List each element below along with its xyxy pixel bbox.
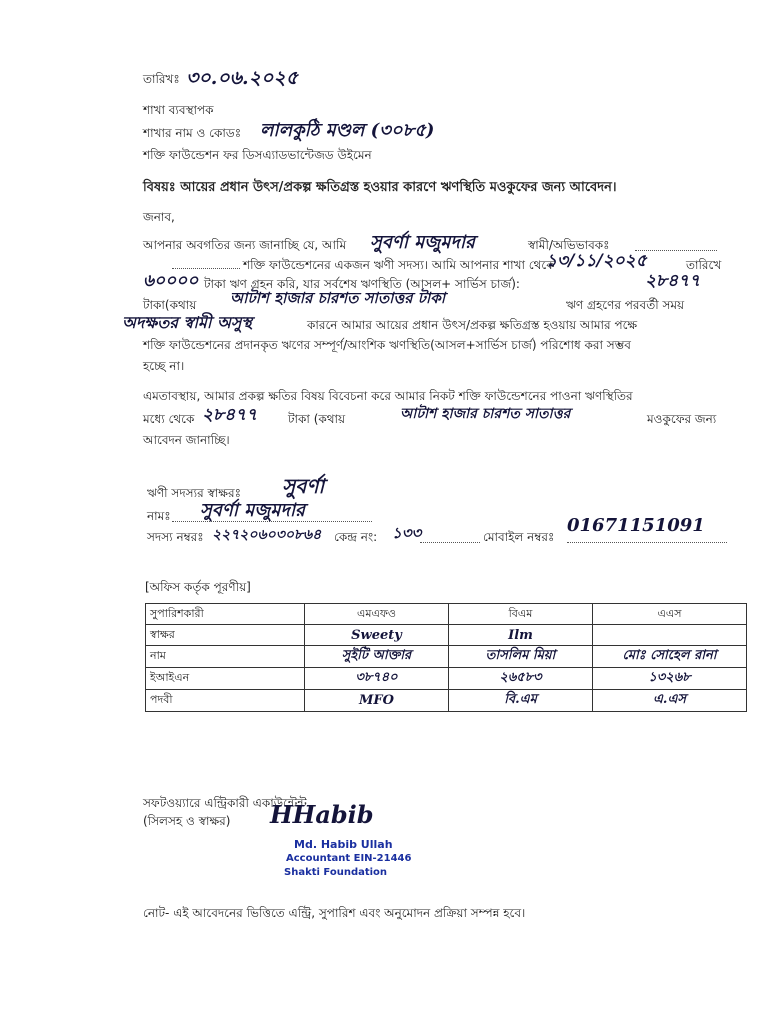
para2-l1: এমতাবস্থায়, আমার প্রকল্প ক্ষতির বিষয় বিবেচনা করে আমার নিকট শক্তি ফাউন্ডেশনের পাওনা ঋণস্থিতির [143, 389, 633, 403]
as-post: এ.এস [593, 690, 747, 712]
org-line: শক্তি ফাউন্ডেশন ফর ডিসএ্যাডভান্টেজড উইমেন [143, 148, 372, 162]
stamp-org: Shakti Foundation [284, 867, 388, 878]
branch-value: লালকুঠি মণ্ডল (৩০৮৫) [260, 120, 435, 141]
stamp-name: Md. Habib Ullah [294, 838, 393, 851]
mobile-label: মোবাইল নম্বরঃ [483, 530, 555, 544]
member-no-label: সদস্য নম্বরঃ [147, 530, 204, 544]
dotted-line [420, 542, 480, 543]
mfo-name: সুইটি আক্তার [305, 646, 449, 668]
accountant-signature: HHabib [270, 800, 374, 829]
para1-l1a: আপনার অবগতির জন্য জানাচ্ছি যে, আমি [143, 238, 347, 252]
para1-l1b: স্বামী/অভিভাবকঃ [528, 238, 610, 252]
para1-l5b: কারনে আমার আয়ের প্রধান উৎস/প্রকল্প ক্ষতিগ্রস্ত হওয়ায় আমার পক্ষে [307, 318, 638, 332]
stamp-title: Accountant EIN-21446 [286, 853, 412, 864]
row-label: ইআইএন [146, 668, 305, 690]
waiver-amount-value: ২৮৪৭৭ [202, 405, 258, 425]
member-no-value: ২২৭২০৬০৩০৮৬৪ [212, 527, 322, 543]
loan-amount-value: ৬০০০০ [143, 271, 199, 291]
mobile-value: 01671151091 [567, 515, 705, 536]
bm-name: তাসলিম মিয়া [449, 646, 593, 668]
dotted-line [635, 250, 717, 251]
row-label: পদবী [146, 690, 305, 712]
salutation: জনাব, [143, 210, 175, 224]
waiver-amount-words: আটাশ হাজার চারশত সাতাত্তর [400, 406, 571, 422]
table-row [146, 625, 747, 646]
reason-value: অদক্ষতর স্বামী অসুস্থ [122, 313, 253, 332]
dotted-line [567, 542, 727, 543]
as-ein: ১৩২৬৮ [593, 668, 747, 690]
header-cell: এএস [593, 604, 747, 625]
member-signature: সুবর্ণা [282, 474, 325, 498]
accountant-line2: (সিলসহ ও স্বাক্ষর) [143, 814, 231, 828]
member-name-inline: সুবর্ণা মজুমদার [370, 232, 475, 253]
para2-l2c: মওকুফের জন্য [647, 412, 717, 426]
date-label: তারিখঃ [143, 72, 180, 86]
para1-l2b: তারিখে [686, 258, 722, 272]
balance-value: ২৮৪৭৭ [645, 271, 701, 291]
date-value: ৩০.০৬.২০২৫ [186, 67, 299, 89]
para1-l6: শক্তি ফাউন্ডেশনের প্রদানকৃত ঋণের সম্পূর্ণ/আংশিক ঋণস্থিতি(আসল+সার্ভিস চার্জ) পরিশোধ করা সম্ভব [143, 338, 631, 352]
header-cell: বিএম [449, 604, 593, 625]
row-label: নাম [146, 646, 305, 668]
para1-l4b: ঋণ গ্রহণের পরবর্তী সময় [566, 298, 685, 312]
para1-l2a: শক্তি ফাউন্ডেশনের একজন ঋণী সদস্য। আমি আপনার শাখা থেকে [243, 258, 555, 272]
table-row [146, 690, 747, 712]
accountant-line1: সফটওয়্যারে এন্ট্রিকারী একাউন্টেন্ট [143, 796, 307, 810]
member-name-value: সুবর্ণা মজুমদার [200, 500, 305, 521]
bm-post: বি.এম [449, 690, 593, 712]
subject-line: বিষয়ঃ আয়ের প্রধান উৎস/প্রকল্প ক্ষতিগ্রস্ত হওয়ার কারণে ঋণস্থিতি মওকুফের জন্য আবেদন। [143, 180, 617, 195]
mfo-ein: ৩৮৭৪০ [305, 668, 449, 690]
member-signature-label: ঋণী সদস্যর স্বাক্ষরঃ [147, 486, 241, 500]
mfo-signature: Sweety [305, 625, 449, 646]
header-cell: এমএফও [305, 604, 449, 625]
bm-ein: ২৬৫৮৩ [449, 668, 593, 690]
header-cell: সুপারিশকারী [146, 604, 305, 625]
para1-l7: হচ্ছে না। [143, 359, 185, 373]
branch-label: শাখার নাম ও কোডঃ [143, 126, 242, 140]
manager-line: শাখা ব্যবস্থাপক [143, 103, 214, 117]
as-name: মোঃ সোহেল রানা [593, 646, 747, 668]
para2-l3: আবেদন জানাচ্ছি। [143, 433, 230, 447]
member-name-label: নামঃ [147, 509, 171, 523]
office-title: [অফিস কর্তৃক পূরণীয়] [145, 580, 251, 594]
para2-l2b: টাকা (কথায় [288, 412, 346, 426]
bm-signature: Ilm [449, 625, 593, 646]
row-label: স্বাক্ষর [146, 625, 305, 646]
note-line: নোট- এই আবেদনের ভিত্তিতে এন্ট্রি, সুপারিশ এবং অনুমোদন প্রক্রিয়া সম্পন্ন হবে। [143, 906, 526, 920]
table-row [146, 646, 747, 668]
table-row [146, 604, 747, 625]
office-table [145, 603, 747, 712]
para2-l2a: মধ্যে থেকে [143, 412, 195, 426]
center-value: ১৩৩ [392, 524, 422, 542]
loan-date-value: ১৩/১১/২০২৫ [546, 251, 647, 271]
para1-l4a: টাকা(কথায় [143, 298, 197, 312]
para1-l3a: টাকা ঋণ গ্রহন করি, যার সর্বশেষ ঋণস্থিতি (আসল+ সার্ভিস চার্জ): [204, 277, 520, 291]
as-signature [593, 625, 747, 646]
amount-in-words: আটাশ হাজার চারশত সাতাত্তর টাকা [230, 289, 446, 307]
center-label: কেন্দ্র নং: [334, 530, 378, 544]
table-row [146, 668, 747, 690]
mfo-post: MFO [305, 690, 449, 712]
